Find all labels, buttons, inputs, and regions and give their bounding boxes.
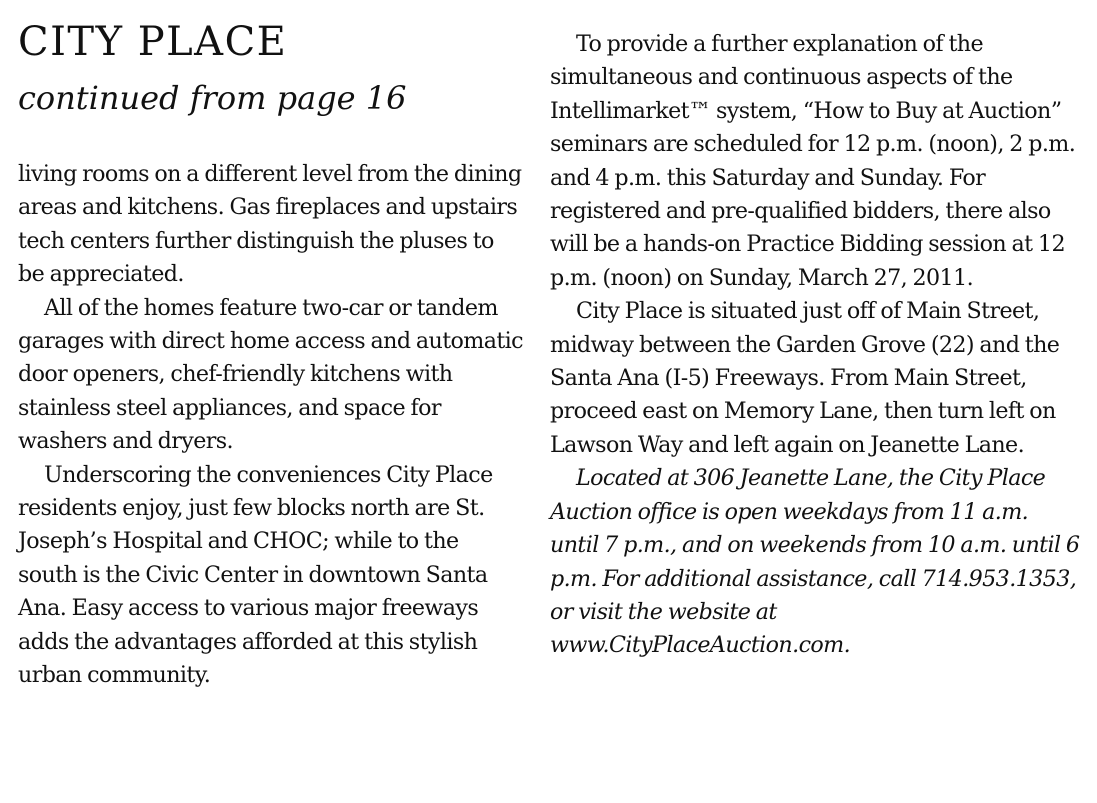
right-column: [550, 28, 1080, 663]
paragraph: living rooms on a different level from the dining areas and kitchens. Gas fireplaces and upstairs tech centers further distinguish the pluses to be appreciated.: [18, 161, 522, 288]
office-info-paragraph: Located at 306 Jeanette Lane, the City Place Auction office is open weekdays from 11 a.m. until 7 p.m., and on weekends from 10 a.m. until 6 p.m. For additional assistance, call 714.953.1353, or visit the website at www.CityPlaceAuction.com.: [550, 465, 1080, 659]
article-title: CITY PLACE: [18, 19, 288, 65]
paragraph: City Place is situated just off of Main Street, midway between the Garden Grove (22) and the Santa Ana (I-5) Freeways. From Main Street, proceed east on Memory Lane, then turn left on Lawson Way and left again on Jeanette Lane.: [550, 298, 1060, 458]
paragraph: Underscoring the conveniences City Place residents enjoy, just few blocks north are St. Joseph’s Hospital and CHOC; while to the south is the Civic Center in downtown Santa Ana. Easy access to various major freeways adds the advantages afforded at this stylish urban community.: [18, 461, 493, 689]
continued-line: continued from page 16: [18, 79, 407, 117]
paragraph: To provide a further explanation of the simultaneous and continuous aspects of the Intellimarket™ system, “How to Buy at Auction” seminars are scheduled for 12 p.m. (noon), 2 p.m. and 4 p.m. this Saturday and Sunday. For registered and pre-qualified bidders, there also will be a hands-on Practice Bidding session at 12 p.m. (noon) on Sunday, March 27, 2011.: [550, 31, 1076, 291]
paragraph: All of the homes feature two-car or tandem garages with direct home access and automatic door openers, chef-friendly kitchens with stainless steel appliances, and space for washers and dryers.: [18, 294, 523, 455]
left-column-body: [18, 158, 523, 693]
